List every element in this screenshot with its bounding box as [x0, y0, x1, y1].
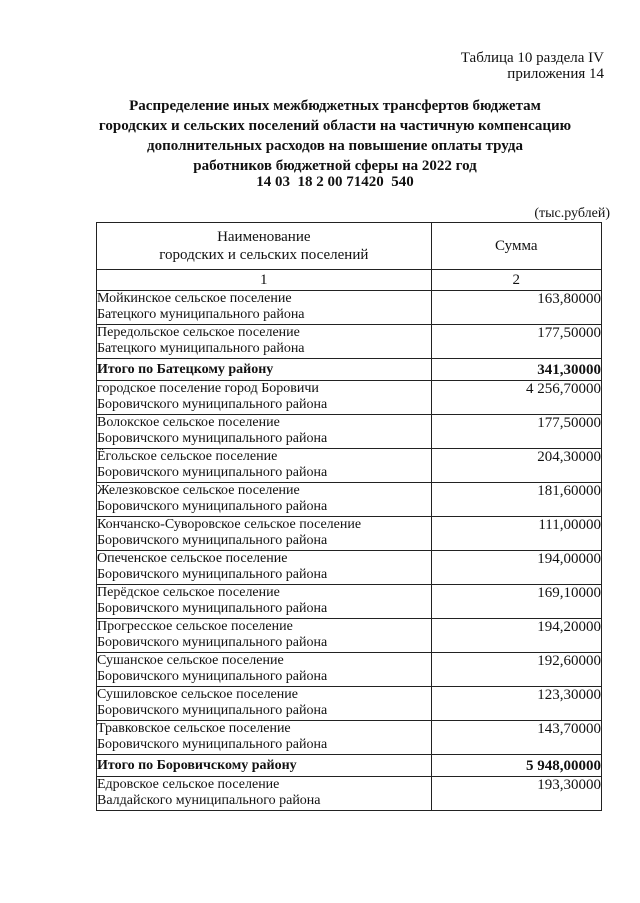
municipal-district-name: Батецкого муниципального района: [97, 341, 305, 356]
municipal-district-name: Боровичского муниципального района: [97, 431, 328, 446]
table-row: [97, 551, 602, 585]
table-row: [97, 381, 602, 415]
settlement-name-cell: [97, 449, 432, 483]
column-index-cell: 2: [431, 270, 601, 291]
column-index-row: [97, 270, 602, 291]
settlement-name-cell: [97, 483, 432, 517]
amount-cell: 4 256,70000: [431, 381, 601, 415]
table-row: [97, 291, 602, 325]
district-total-label: Итого по Боровичскому району: [97, 755, 432, 777]
table-row: [97, 325, 602, 359]
table-row: [97, 483, 602, 517]
municipal-district-name: Боровичского муниципального района: [97, 601, 328, 616]
table-row: [97, 687, 602, 721]
settlement-name: Сушанское сельское поселение: [97, 653, 284, 668]
title-line: Распределение иных межбюджетных трансфертов бюджетам: [129, 98, 541, 114]
amount-cell: 5 948,00000: [431, 755, 601, 777]
amount-cell: 341,30000: [431, 359, 601, 381]
amount-cell: 163,80000: [431, 291, 601, 325]
settlement-name: Опеченское сельское поселение: [97, 551, 288, 566]
settlement-name-cell: [97, 381, 432, 415]
settlement-name-cell: [97, 653, 432, 687]
title-line: городских и сельских поселений области на частичную компенсацию: [98, 118, 572, 134]
appendix-reference-line: приложения 14: [507, 66, 604, 82]
settlement-name-cell: [97, 291, 432, 325]
settlement-name-cell: [97, 777, 432, 811]
budget-classification-code: 14 03 18 2 00 71420 540: [256, 174, 414, 190]
settlement-name-cell: [97, 585, 432, 619]
settlement-name: Мойкинское сельское поселение: [97, 291, 292, 306]
table-reference-line: Таблица 10 раздела IV: [460, 50, 604, 66]
header-name-line: Наименование: [217, 229, 311, 245]
settlement-name: Сушиловское сельское поселение: [97, 687, 298, 702]
amount-cell: 123,30000: [431, 687, 601, 721]
amount-cell: 177,50000: [431, 415, 601, 449]
amount-cell: 193,30000: [431, 777, 601, 811]
title-line: работников бюджетной сферы на 2022 год: [193, 158, 477, 174]
settlement-name: Передольское сельское поселение: [97, 325, 300, 340]
municipal-district-name: Валдайского муниципального района: [97, 793, 321, 808]
municipal-district-name: Боровичского муниципального района: [97, 533, 328, 548]
table-row: [97, 721, 602, 755]
table-row: [97, 415, 602, 449]
settlement-name-cell: [97, 619, 432, 653]
table-row: [97, 449, 602, 483]
table-header-row: [97, 223, 602, 270]
table-row: [97, 585, 602, 619]
settlement-name-cell: [97, 415, 432, 449]
amount-cell: 204,30000: [431, 449, 601, 483]
municipal-district-name: Боровичского муниципального района: [97, 465, 328, 480]
municipal-district-name: Боровичского муниципального района: [97, 737, 328, 752]
district-total-label: Итого по Батецкому району: [97, 359, 432, 381]
settlement-name-cell: [97, 517, 432, 551]
table-reference: [461, 50, 604, 82]
amount-cell: 192,60000: [431, 653, 601, 687]
municipal-district-name: Боровичского муниципального района: [97, 635, 328, 650]
district-total-row: [97, 755, 602, 777]
settlement-name: Кончанско-Суворовское сельское поселение: [97, 517, 362, 532]
amount-cell: 143,70000: [431, 721, 601, 755]
header-sum-cell: Сумма: [431, 223, 601, 270]
settlement-name: городское поселение город Боровичи: [97, 381, 319, 396]
amount-cell: 181,60000: [431, 483, 601, 517]
amount-cell: 177,50000: [431, 325, 601, 359]
settlement-name: Перёдское сельское поселение: [97, 585, 280, 600]
settlement-name-cell: [97, 551, 432, 585]
municipal-district-name: Боровичского муниципального района: [97, 669, 328, 684]
municipal-district-name: Батецкого муниципального района: [97, 307, 305, 322]
table-row: [97, 653, 602, 687]
municipal-district-name: Боровичского муниципального района: [97, 567, 328, 582]
column-index-cell: 1: [97, 270, 432, 291]
transfers-table: [96, 222, 602, 811]
settlement-name: Прогресское сельское поселение: [97, 619, 293, 634]
document-title: [80, 96, 590, 176]
amount-cell: 169,10000: [431, 585, 601, 619]
settlement-name-cell: [97, 721, 432, 755]
settlement-name: Волокское сельское поселение: [97, 415, 280, 430]
title-line: дополнительных расходов на повышение оплаты труда: [147, 138, 523, 154]
municipal-district-name: Боровичского муниципального района: [97, 499, 328, 514]
units-label: (тыс.рублей): [534, 206, 610, 221]
header-name-cell: [97, 223, 432, 270]
municipal-district-name: Боровичского муниципального района: [97, 397, 328, 412]
settlement-name-cell: [97, 687, 432, 721]
settlement-name: Едровское сельское поселение: [97, 777, 280, 792]
table-row: [97, 777, 602, 811]
amount-cell: 194,00000: [431, 551, 601, 585]
settlement-name: Ёгольское сельское поселение: [97, 449, 278, 464]
district-total-row: [97, 359, 602, 381]
settlement-name-cell: [97, 325, 432, 359]
amount-cell: 194,20000: [431, 619, 601, 653]
municipal-district-name: Боровичского муниципального района: [97, 703, 328, 718]
table-row: [97, 517, 602, 551]
table-body: [97, 291, 602, 811]
settlement-name: Травковское сельское поселение: [97, 721, 291, 736]
table-row: [97, 619, 602, 653]
amount-cell: 111,00000: [431, 517, 601, 551]
settlement-name: Железковское сельское поселение: [97, 483, 300, 498]
header-name-line: городских и сельских поселений: [159, 247, 369, 263]
